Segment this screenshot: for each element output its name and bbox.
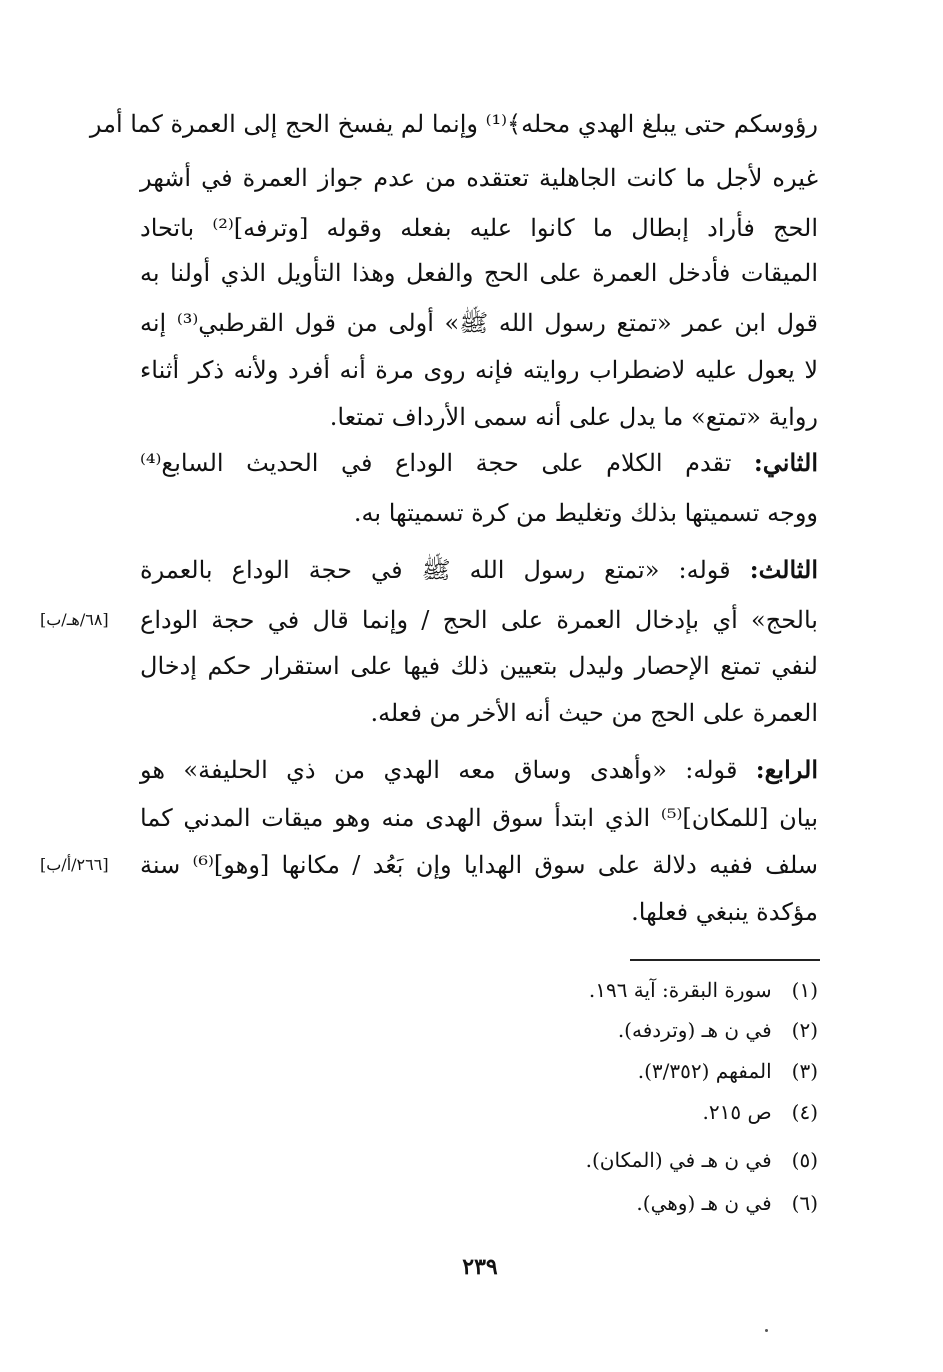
margin-folio-note: [٦٨/هـ/ب] (40, 610, 109, 629)
page-number: ٢٣٩ (462, 1254, 498, 1280)
footnote (703, 1097, 819, 1127)
footnote-number: (٦) (791, 1191, 818, 1215)
body-line: بيان [للمكان]⁽⁵⁾ الذي ابتدأ سوق الهدى منه وهو ميقات المدني كما (140, 804, 818, 832)
body-line: قول ابن عمر «تمتع رسول الله ﷺ» أولى من قول القرطبي⁽³⁾ إنه (140, 309, 818, 337)
footnote-text: في ن هـ (وهي). (636, 1191, 772, 1215)
body-line: العمرة على الحج من حيث أنه الأخر من فعله. (370, 699, 818, 727)
body-line: لا يعول عليه لاضطراب روايته فإنه روى مرة أنه أفرد ولأنه ذكر أثناء (140, 356, 818, 384)
body-line-heading: الرابع: قوله: «وأهدى وساق معه الهدي من ذي الحليفة» هو (140, 755, 818, 784)
footnote-text: في ن هـ (وتردفه). (617, 1018, 772, 1042)
section-heading: الثاني: (753, 448, 818, 477)
body-line: لنفي تمتع الإحصار وليدل بتعيين ذلك فيها على استقرار حكم إدخال (140, 652, 818, 680)
footnote (618, 1015, 818, 1045)
footnote-number: (٣) (791, 1059, 818, 1083)
body-line-heading: الثاني: تقدم الكلام على حجة الوداع في الحديث السابع⁽⁴⁾ (140, 448, 818, 477)
footnote-text: المفهم (٣/٣٥٢). (637, 1059, 772, 1083)
body-line: مؤكدة ينبغي فعلها. (631, 898, 818, 926)
footnote (586, 1145, 818, 1175)
body-line: غيره لأجل ما كانت الجاهلية تعتقده من عدم جواز العمرة في أشهر (140, 164, 818, 192)
body-line: رواية «تمتع» ما يدل على أنه سمى الأرداف تمتعا. (329, 403, 818, 431)
footnote-number: (٤) (791, 1100, 818, 1124)
footnote (636, 1188, 818, 1218)
body-line: الميقات فأدخل العمرة على الحج والفعل وهذا التأويل الذي أولنا به (140, 259, 818, 287)
body-line: رؤوسكم حتى يبلغ الهدي محله﴾⁽¹⁾ وإنما لم يفسخ الحج إلى العمرة كما أمر (89, 110, 818, 138)
footnote-number: (١) (791, 978, 818, 1002)
footnote-number: (٥) (791, 1148, 818, 1172)
body-line: سلف ففيه دلالة على سوق الهدايا وإن بَعُد / مكانها [وهو]⁽⁶⁾ سنة (140, 851, 818, 879)
section-heading: الرابع: (755, 755, 818, 784)
footnote-text: ص ٢١٥. (702, 1100, 772, 1124)
footnote-text: سورة البقرة: آية ١٩٦. (588, 978, 772, 1002)
footnote-number: (٢) (791, 1018, 818, 1042)
body-line: ووجه تسميتها بذلك وتغليط من كرة تسميتها به. (353, 499, 818, 527)
footnote-separator (630, 959, 820, 961)
section-heading: الثالث: (749, 555, 818, 584)
body-line: الحج فأراد إبطال ما كانوا عليه بفعله وقوله [وترفه]⁽²⁾ باتحاد (140, 214, 819, 242)
footnote (638, 1056, 818, 1086)
footnote (589, 975, 818, 1005)
footnote-text: في ن هـ في (المكان). (585, 1148, 772, 1172)
body-line-heading: الثالث: قوله: «تمتع رسول الله ﷺ في حجة الوداع بالعمرة (140, 555, 818, 584)
scan-speck (765, 1329, 768, 1332)
margin-folio-note: [٢٦٦/أ/ب] (40, 855, 109, 874)
body-line: بالحج» أي بإدخال العمرة على الحج / وإنما قال في حجة الوداع (140, 606, 818, 634)
